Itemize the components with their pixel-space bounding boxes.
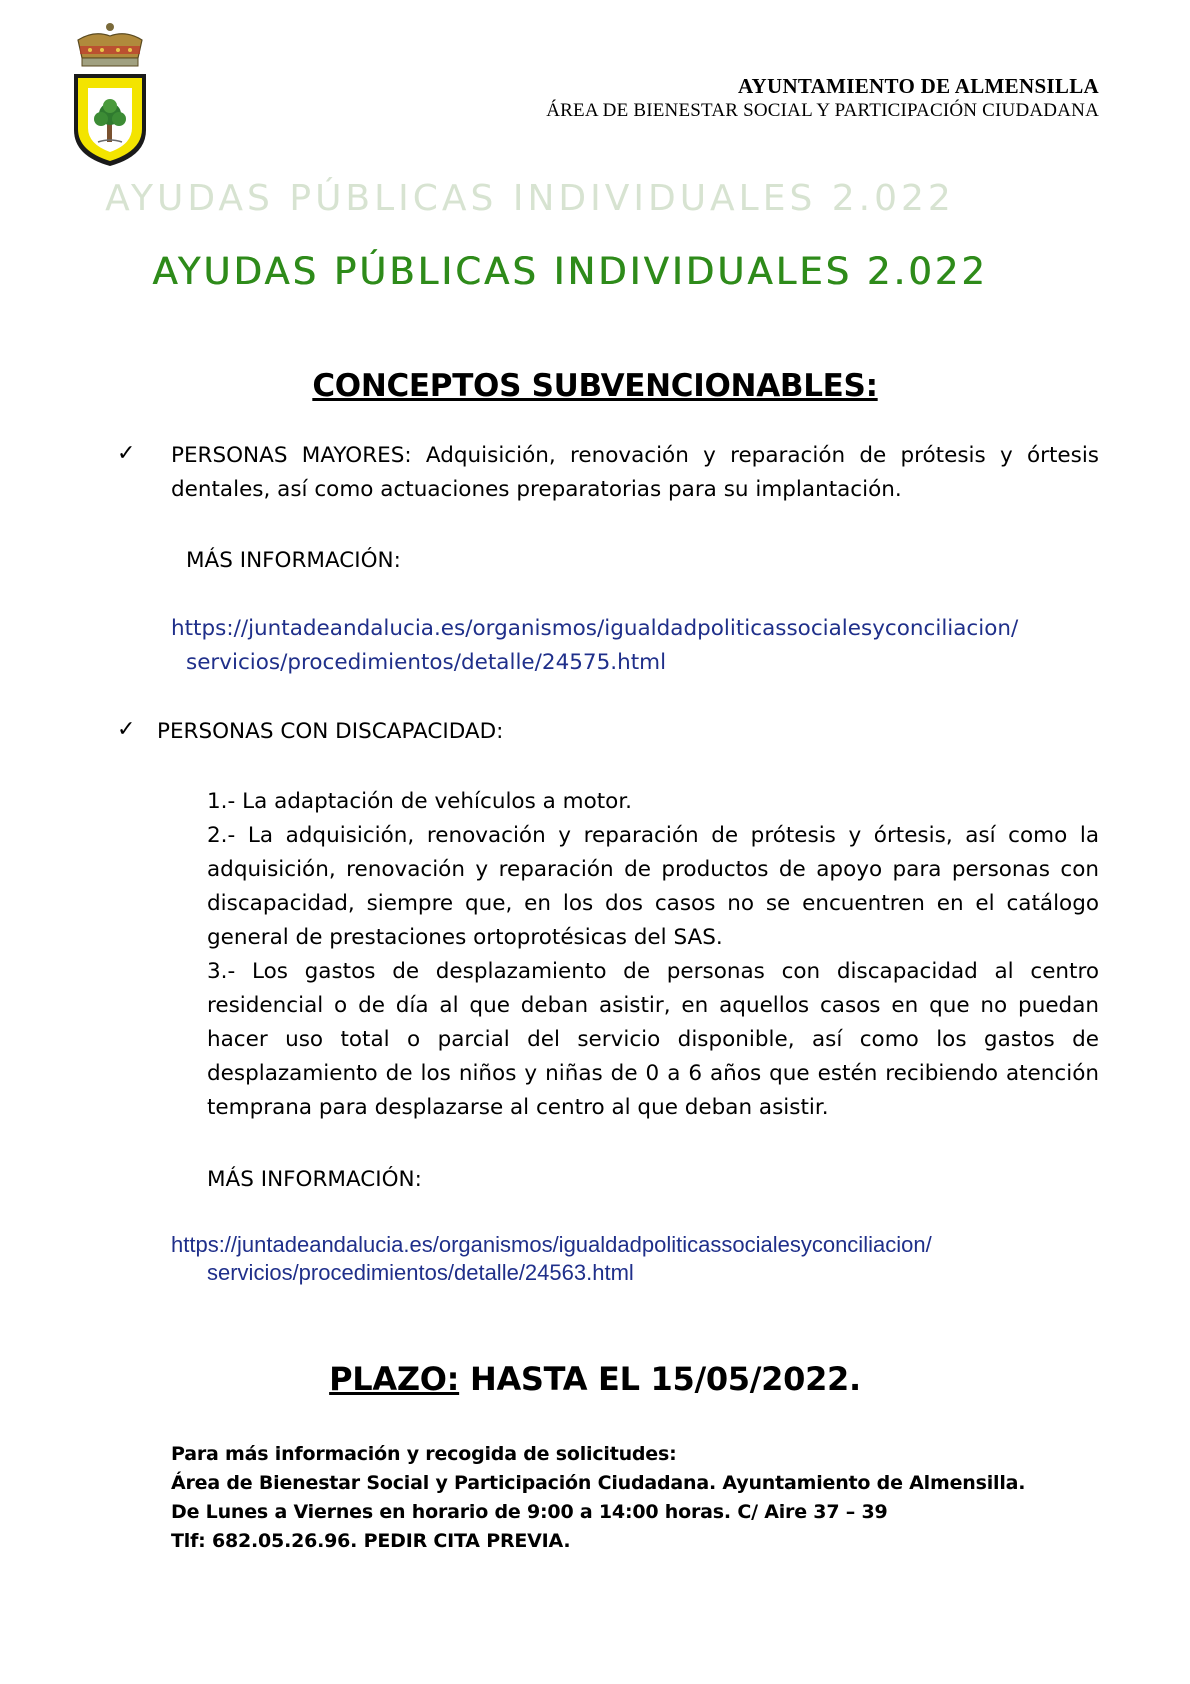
deadline <box>0 1360 1190 1398</box>
info-link-line1[interactable]: https://juntadeandalucia.es/organismos/igualdadpoliticassocialesyconciliacion/ <box>171 1232 932 1257</box>
footer-line: De Lunes a Viernes en horario de 9:00 a 14:00 horas. C/ Aire 37 – 39 <box>171 1501 888 1523</box>
info-link-line2[interactable]: servicios/procedimientos/detalle/24575.html <box>186 650 667 675</box>
info-link[interactable] <box>171 612 1018 680</box>
check-icon: ✓ <box>117 441 136 466</box>
more-info-label: MÁS INFORMACIÓN: <box>207 1167 422 1192</box>
point-3: 3.- Los gastos de desplazamiento de personas con discapacidad al centro residencial o de día al que deban asistir, en aquellos casos en que no puedan hacer uso total o parcial del servicio disponible, así como los gastos de desplazamiento de los niños y niñas de 0 a 6 años que estén recibiendo atención temprana para desplazarse al centro al que deban asistir. <box>207 959 1099 1120</box>
footer-line: Para más información y recogida de solicitudes: <box>171 1443 677 1465</box>
point-2: 2.- La adquisición, renovación y reparación de prótesis y órtesis, así como la adquisición, renovación y reparación de productos de apoyo para personas con discapacidad, siempre que, en los dos casos no se encuentren en el catálogo general de prestaciones ortoprotésicas del SAS. <box>207 823 1099 950</box>
main-title: AYUDAS PÚBLICAS INDIVIDUALES 2.022 <box>152 250 988 293</box>
contact-footer <box>171 1440 1025 1556</box>
footer-line: Área de Bienestar Social y Participación Ciudadana. Ayuntamiento de Almensilla. <box>171 1472 1026 1494</box>
check-icon: ✓ <box>117 717 136 742</box>
more-info-label: MÁS INFORMACIÓN: <box>186 548 401 573</box>
info-link[interactable] <box>171 1231 932 1287</box>
crown-icon <box>78 23 142 66</box>
organization-name: AYUNTAMIENTO DE ALMENSILLA <box>738 74 1099 98</box>
item-personas-discapacidad: PERSONAS CON DISCAPACIDAD: <box>157 719 504 744</box>
point-1: 1.- La adaptación de vehículos a motor. <box>207 789 633 814</box>
footer-line: Tlf: 682.05.26.96. PEDIR CITA PREVIA. <box>171 1530 571 1552</box>
section-heading: CONCEPTOS SUBVENCIONABLES: <box>312 368 878 404</box>
item-personas-mayores: PERSONAS MAYORES: Adquisición, renovación y reparación de prótesis y órtesis dentales, así como actuaciones preparatorias para su implantación. <box>171 443 1099 502</box>
organization-area: ÁREA DE BIENESTAR SOCIAL Y PARTICIPACIÓN CIUDADANA <box>546 100 1099 121</box>
info-link-line2[interactable]: servicios/procedimientos/detalle/24563.html <box>207 1260 634 1285</box>
discapacidad-points <box>207 785 1099 1125</box>
deadline-label: PLAZO: <box>329 1360 460 1398</box>
ghost-title: AYUDAS PÚBLICAS INDIVIDUALES 2.022 <box>105 178 955 219</box>
deadline-value: HASTA EL 15/05/2022. <box>459 1360 861 1398</box>
municipal-crest-logo <box>68 18 152 168</box>
info-link-line1[interactable]: https://juntadeandalucia.es/organismos/igualdadpoliticassocialesyconciliacion/ <box>171 616 1019 641</box>
